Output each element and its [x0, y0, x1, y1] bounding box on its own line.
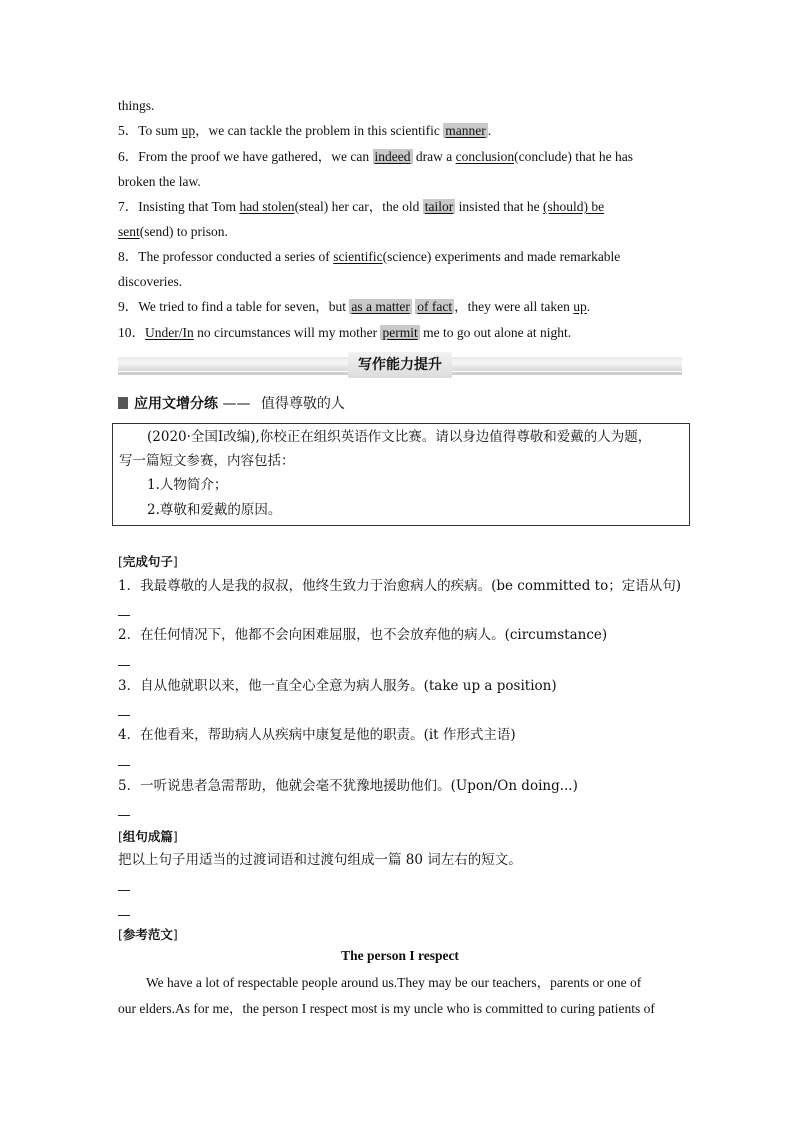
section-marker-icon: [118, 397, 128, 409]
reference-label: [参考范文]: [118, 927, 178, 942]
section-title: 应用文增分练: [134, 396, 218, 412]
section-heading: [118, 393, 345, 413]
section-subtitle: 值得尊敬的人: [260, 396, 345, 412]
exercise-7: 7．Insisting that Tom had stolen(steal) her car，the old tailor insisted that he (should) be: [118, 199, 605, 214]
prompt-line: 1.人物简介；: [147, 477, 228, 493]
essay-line: We have a lot of respectable people around us.They may be our teachers，parents or one of: [146, 975, 642, 990]
answer-line[interactable]: [118, 890, 130, 891]
answer-blank: as a matter: [351, 299, 410, 314]
answer-blank: up: [573, 299, 587, 314]
exercise-5: 5．To sum up，we can tackle the problem in this scientific manner .: [118, 123, 492, 138]
essay-line: our elders.As for me，the person I respect most is my uncle who is committed to curing patients of: [118, 1001, 655, 1016]
answer-blank: sent: [118, 224, 140, 239]
answer-line[interactable]: [118, 815, 130, 816]
exercise-number: 6．: [118, 149, 139, 164]
answer-blank: (should) be: [543, 199, 605, 214]
answer-line[interactable]: [118, 615, 130, 616]
essay-title: The person I respect: [341, 948, 459, 963]
exercise-number: 10．: [118, 325, 145, 340]
answer-blank: conclusion: [455, 149, 515, 164]
answer-blank: tailor: [424, 199, 454, 214]
exercise-8-cont: discoveries.: [118, 274, 183, 289]
answer-blank: had stolen: [239, 199, 295, 214]
answer-blank: Under/In: [145, 325, 194, 340]
answer-line[interactable]: [118, 665, 130, 666]
sentence-item: 5．一听说患者急需帮助，他就会毫不犹豫地援助他们。(Upon/On doing...): [118, 778, 578, 794]
sentence-item: 1．我最尊敬的人是我的叔叔，他终生致力于治愈病人的疾病。(be committed to；定语从句): [118, 578, 681, 594]
exercise-9: 9．We tried to find a table for seven，but as a matter of fact ，they were all taken up.: [118, 299, 591, 314]
answer-blank: scientific: [333, 249, 383, 264]
answer-blank: of fact: [417, 299, 453, 314]
answer-blank: indeed: [374, 149, 411, 164]
prompt-line: (2020·全国Ⅰ改编),你校正在组织英语作文比赛。请以身边值得尊敬和爱戴的人为题，: [147, 429, 652, 445]
prompt-box: [112, 423, 690, 526]
exercise-number: 5．: [118, 123, 139, 138]
exercise-number: 7．: [118, 199, 139, 214]
exercise-8: 8．The professor conducted a series of scientific(science) experiments and made remarkable: [118, 249, 621, 264]
sentence-item: 3．自从他就职以来，他一直全心全意为病人服务。(take up a position): [118, 678, 557, 694]
prompt-line: 写一篇短文参赛，内容包括：: [119, 453, 295, 469]
exercise-10: 10．Under/In no circumstances will my mother permit me to go out alone at night.: [118, 325, 572, 340]
exercise-number: 8．: [118, 249, 139, 264]
exercise-6-cont: broken the law.: [118, 174, 201, 189]
text-line: things.: [118, 98, 155, 113]
answer-line[interactable]: [118, 715, 130, 716]
sentence-item: 4．在他看来，帮助病人从疾病中康复是他的职责。(it 作形式主语): [118, 727, 516, 743]
sentence-item: 2．在任何情况下，他都不会向困难屈服，也不会放弃他的病人。(circumstance): [118, 627, 608, 643]
exercise-6: 6．From the proof we have gathered，we can indeed draw a conclusion(conclude) that he has: [118, 149, 633, 164]
banner-title: 写作能力提升: [348, 352, 452, 378]
prompt-line: 2.尊敬和爱戴的原因。: [147, 502, 282, 518]
answer-blank: up: [181, 123, 196, 138]
answer-blank: permit: [382, 325, 418, 340]
exercise-7-cont: sent(send) to prison.: [118, 224, 228, 239]
compose-instruction: 把以上句子用适当的过渡词语和过渡句组成一篇 80 词左右的短文。: [118, 852, 522, 868]
complete-sentences-label: [完成句子]: [118, 554, 178, 569]
answer-line[interactable]: [118, 765, 130, 766]
compose-label: [组句成篇]: [118, 829, 178, 844]
answer-blank: manner: [445, 123, 486, 138]
section-banner: [118, 352, 682, 378]
section-dash: ——: [222, 396, 251, 412]
answer-line[interactable]: [118, 915, 130, 916]
exercise-number: 9．: [118, 299, 139, 314]
